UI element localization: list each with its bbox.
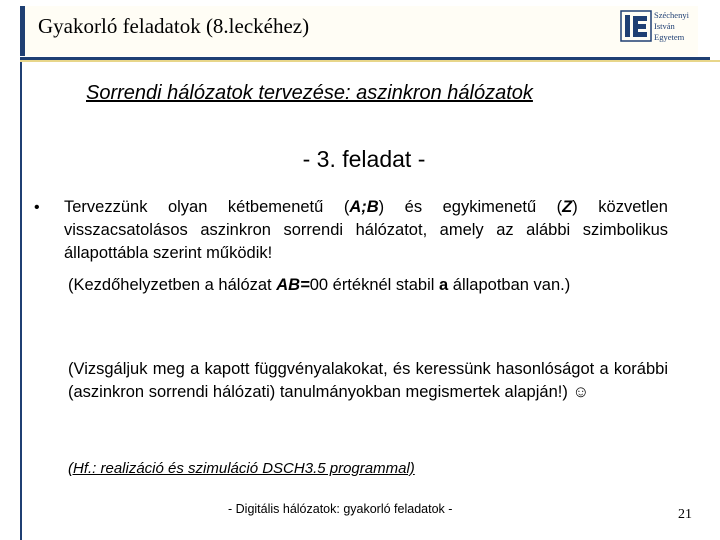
text-run: ) és egykimenetű ( — [378, 198, 563, 216]
left-margin-rule — [20, 62, 22, 540]
logo-line: Egyetem — [654, 32, 685, 42]
homework-note: (Hf.: realizáció és szimuláció DSCH3.5 programmal) — [68, 460, 415, 477]
logo-line: Széchenyi — [654, 10, 689, 20]
text-run: (Vizsgáljuk meg a kapott függvényalakokat, és keressünk hasonlóságot a korábbi (aszinkron sorrendi hálózati) tanulmányokban megismertek alapján!) — [68, 360, 668, 401]
text-run: (Kezdőhelyzetben a hálózat — [68, 276, 277, 294]
header-accent-bar — [20, 6, 25, 56]
smiley-icon: ☺ — [572, 383, 590, 401]
input-vector-label: AB= — [276, 276, 310, 294]
slide-footer: - Digitális hálózatok: gyakorló feladatok - — [228, 502, 453, 516]
bullet-point: • — [34, 199, 40, 216]
slide-header-title: Gyakorló feladatok (8.leckéhez) — [38, 14, 310, 38]
logo-line: István — [654, 21, 675, 31]
task-description — [64, 196, 668, 265]
slide-subtitle: Sorrendi hálózatok tervezése: aszinkron hálózatok — [86, 82, 533, 104]
inputs-label: A;B — [349, 198, 379, 216]
text-run: 00 értéknél stabil — [309, 276, 440, 294]
text-run: ) közvetlen visszacsatolásos aszinkron sorrendi hálózatot, amely az alábbi szimbolikus állapottábla szerint működik! — [64, 198, 668, 262]
header-divider-gold — [20, 60, 720, 62]
task-title: - 3. feladat - — [302, 146, 426, 172]
analysis-hint — [68, 358, 668, 404]
page-number: 21 — [678, 507, 692, 522]
university-logo-icon — [620, 10, 652, 42]
text-run: Tervezzünk olyan kétbemenetű ( — [64, 198, 350, 216]
text-run: állapotban van.) — [448, 276, 571, 294]
state-label: a — [439, 276, 449, 294]
output-label: Z — [562, 198, 573, 216]
university-logo — [620, 8, 720, 54]
initial-state-note — [68, 274, 668, 297]
logo-text — [654, 10, 689, 43]
